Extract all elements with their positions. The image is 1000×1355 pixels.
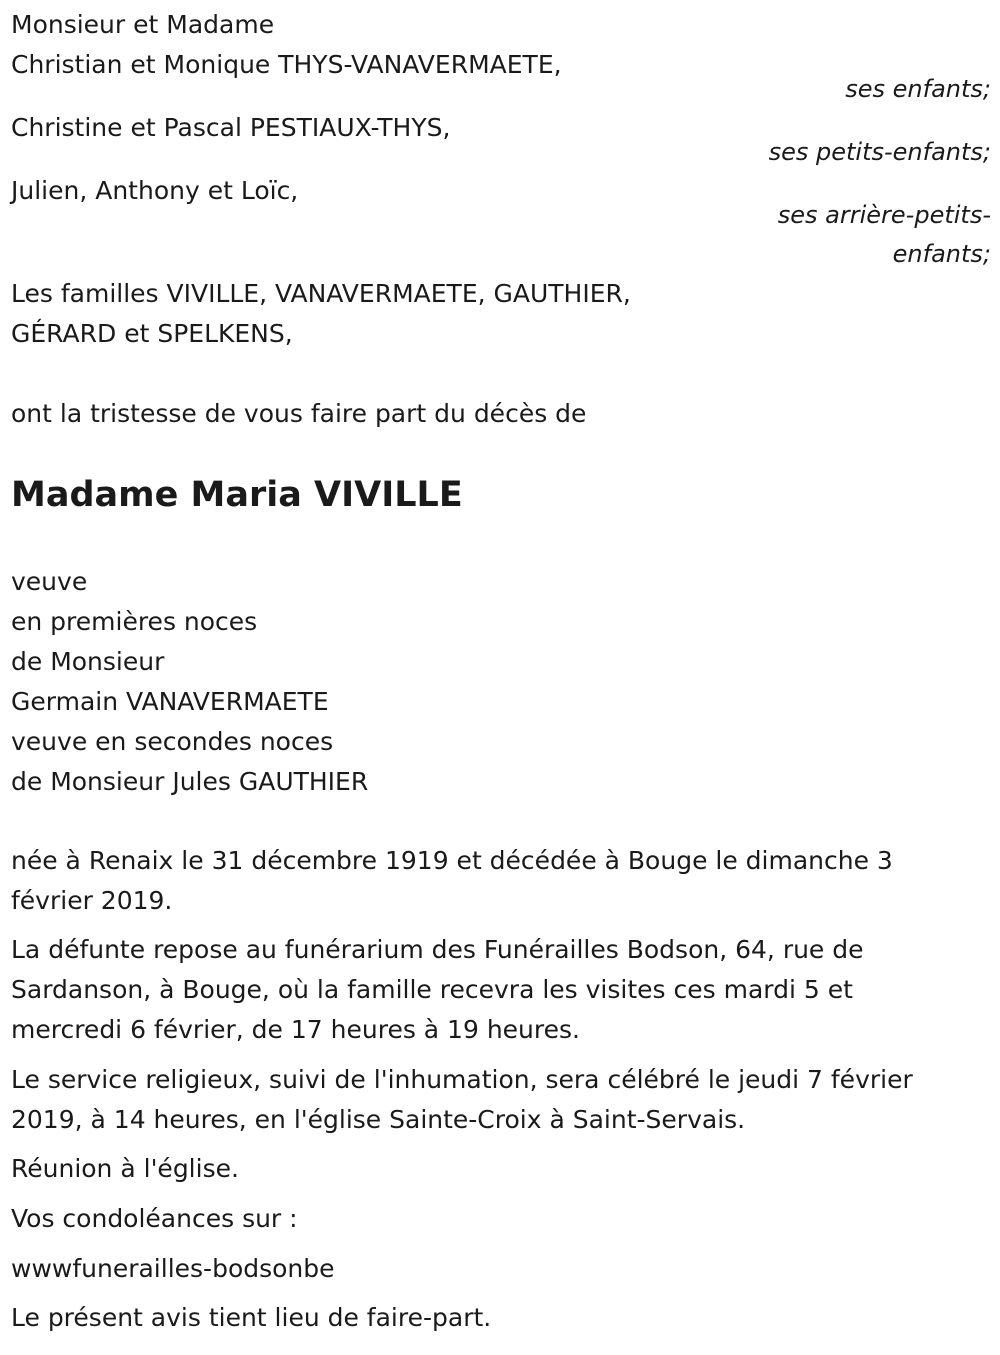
service-line-2: 2019, à 14 heures, en l'église Sainte-Croix à Saint-Servais. [11, 1105, 746, 1134]
widow-line-2: en premières noces [11, 607, 258, 636]
role-children: ses enfants; [845, 75, 991, 103]
families-line-2: GÉRARD et SPELKENS, [11, 319, 293, 348]
website-link[interactable]: wwwfunerailles-bodsonbe [11, 1254, 335, 1283]
repose-line-2: Sardanson, à Bouge, où la famille recevra les visites ces mardi 5 et [11, 975, 853, 1004]
role-grandchildren: ses petits-enfants; [768, 138, 991, 166]
widow-line-5: veuve en secondes noces [11, 727, 334, 756]
meeting-text: Réunion à l'église. [11, 1154, 239, 1183]
family-line-4: Julien, Anthony et Loïc, [11, 176, 299, 205]
birth-death-line-2: février 2019. [11, 886, 173, 915]
widow-line-4: Germain VANAVERMAETE [11, 687, 329, 716]
families-line-1: Les familles VIVILLE, VANAVERMAETE, GAUTHIER, [11, 279, 631, 308]
widow-line-1: veuve [11, 567, 88, 596]
service-line-1: Le service religieux, suivi de l'inhumation, sera célébré le jeudi 7 février [11, 1065, 913, 1094]
widow-line-3: de Monsieur [11, 647, 165, 676]
family-line-2: Christian et Monique THYS-VANAVERMAETE, [11, 50, 562, 79]
notice-text: Le présent avis tient lieu de faire-part. [11, 1303, 492, 1332]
role-great-grandchildren-2: enfants; [892, 240, 991, 268]
family-line-1: Monsieur et Madame [11, 10, 275, 39]
condolences-text: Vos condoléances sur : [11, 1204, 298, 1233]
birth-death-line-1: née à Renaix le 31 décembre 1919 et décédée à Bouge le dimanche 3 [11, 846, 893, 875]
widow-line-6: de Monsieur Jules GAUTHIER [11, 767, 369, 796]
repose-line-3: mercredi 6 février, de 17 heures à 19 heures. [11, 1015, 580, 1044]
deceased-name: Madame Maria VIVILLE [11, 475, 463, 515]
role-great-grandchildren-1: ses arrière-petits- [777, 201, 991, 229]
family-line-3: Christine et Pascal PESTIAUX-THYS, [11, 113, 451, 142]
announcement: ont la tristesse de vous faire part du décès de [11, 399, 587, 428]
repose-line-1: La défunte repose au funérarium des Funérailles Bodson, 64, rue de [11, 935, 864, 964]
